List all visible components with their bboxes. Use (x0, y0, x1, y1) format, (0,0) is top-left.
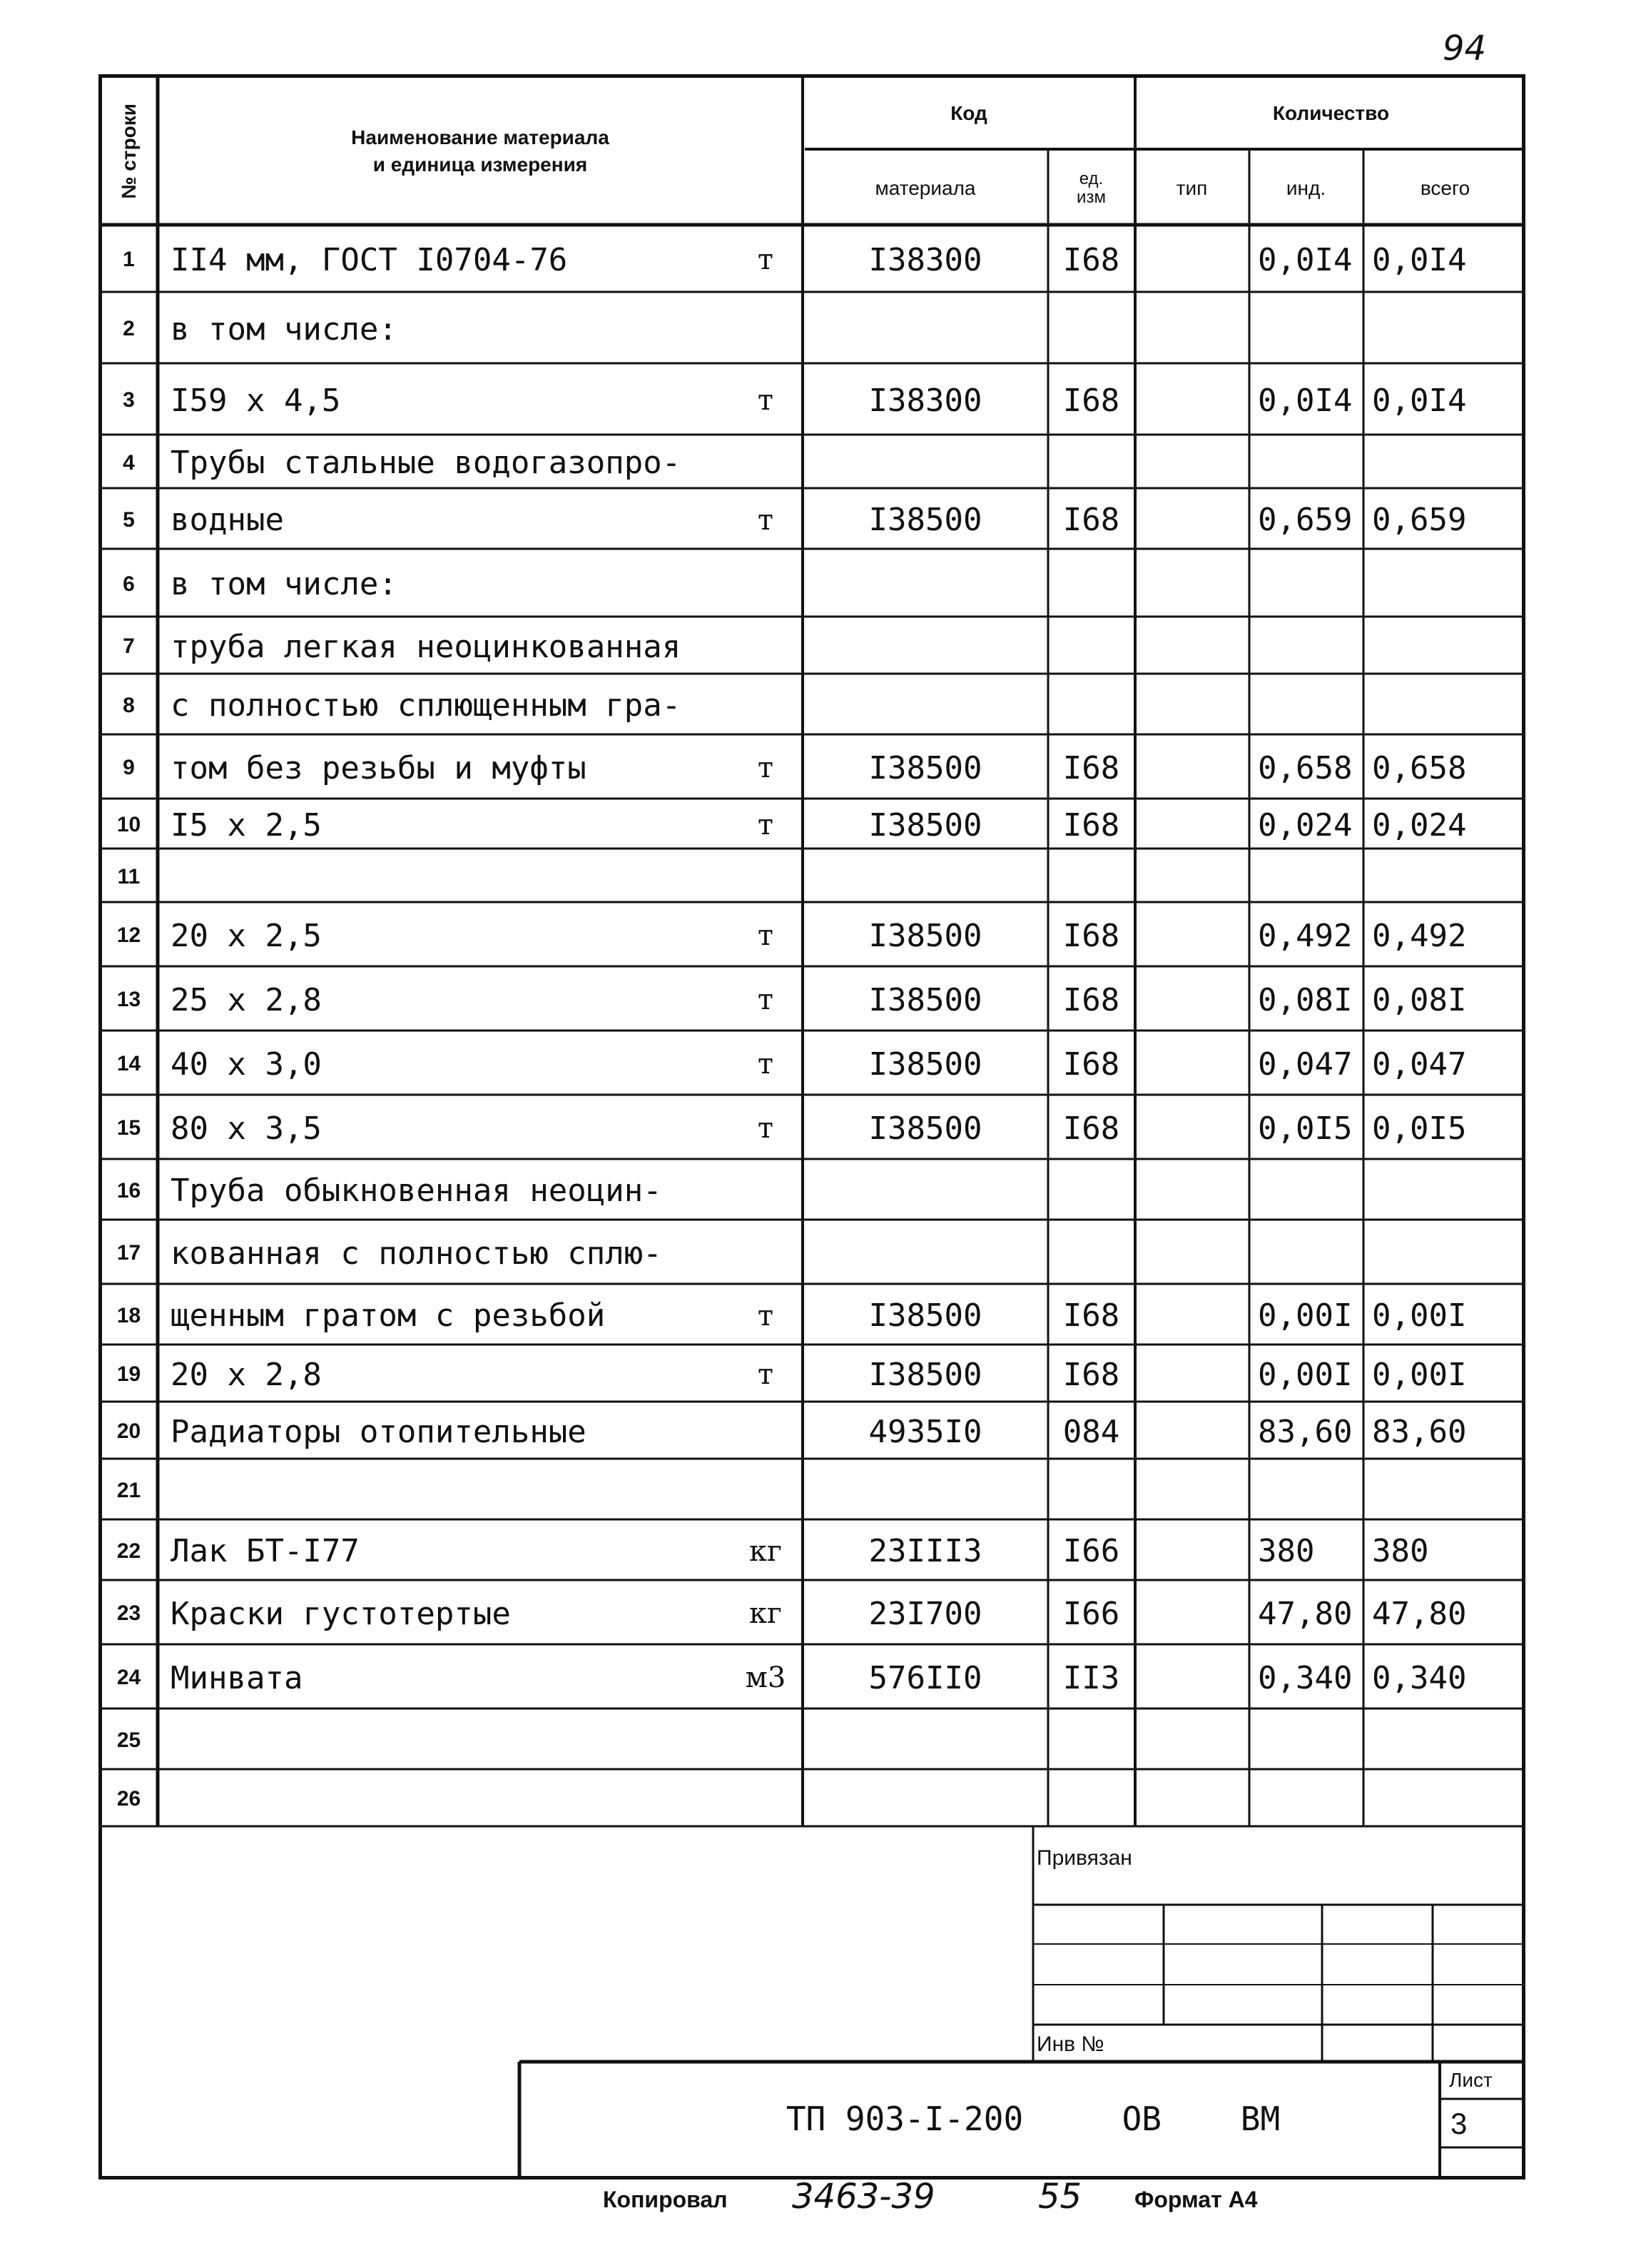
row-10-ind: 0,024 (1258, 806, 1353, 844)
row-21-eu (1050, 1462, 1133, 1519)
row-13-n: 13 (116, 988, 141, 1011)
row-18-eu: I68 (1062, 1297, 1120, 1334)
row-26-type (1137, 1772, 1247, 1826)
row-23-name: Краски густотертые (171, 1595, 511, 1632)
row-16-eu (1050, 1162, 1133, 1220)
row-17-type (1137, 1222, 1247, 1284)
row-10-total: 0,024 (1372, 806, 1467, 844)
row-16-name: Труба обыкновенная неоцин- (171, 1173, 662, 1209)
row-17-ind (1251, 1222, 1361, 1284)
stamp-privyazan: Привязан (1037, 1846, 1132, 1870)
row-9-eu: I68 (1062, 749, 1120, 786)
row-22-total: 380 (1372, 1533, 1429, 1569)
row-24-name: Минвата (171, 1659, 303, 1696)
header-qty-total: всего (1420, 177, 1470, 200)
row-12-name: 20 x 2,5 (171, 917, 322, 954)
row-21-code (805, 1462, 1046, 1519)
row-21-unit (730, 1462, 801, 1519)
row-7-unit (730, 619, 801, 674)
row-25-eu (1050, 1711, 1133, 1769)
row-9-ind: 0,658 (1258, 749, 1353, 786)
header-code: Код (950, 102, 987, 125)
row-25-total (1365, 1711, 1525, 1769)
row-13-eu: I68 (1062, 981, 1120, 1018)
row-24-n: 24 (116, 1666, 141, 1689)
row-8-eu (1050, 677, 1133, 734)
row-23-type (1137, 1583, 1247, 1644)
row-22-code: 23III3 (868, 1533, 982, 1569)
row-20-unit (730, 1404, 801, 1459)
row-2-type (1137, 295, 1247, 363)
row-10-n: 10 (116, 813, 141, 836)
row-13-total: 0,08I (1372, 981, 1467, 1018)
row-8-total (1365, 677, 1525, 734)
row-23-total: 47,80 (1372, 1595, 1467, 1632)
row-26-unit (730, 1772, 801, 1826)
row-6-ind (1251, 552, 1361, 617)
row-11-code (805, 851, 1046, 902)
stamp-designation: ТП 903-I-200 ОВ ВМ (786, 2100, 1281, 2138)
row-14-total: 0,047 (1372, 1046, 1467, 1083)
row-11-name (159, 851, 730, 902)
stamp-sheet-label: Лист (1449, 2069, 1493, 2091)
row-14-ind: 0,047 (1258, 1046, 1353, 1083)
row-1-total: 0,0I4 (1372, 241, 1467, 278)
row-8-unit (730, 677, 801, 734)
row-6-total (1365, 552, 1525, 617)
row-2-ind (1251, 295, 1361, 363)
row-6-code (805, 552, 1046, 617)
header-row-no (102, 78, 156, 225)
row-6-n: 6 (123, 572, 135, 596)
row-3-eu: I68 (1062, 382, 1120, 419)
header-qty-type: тип (1176, 177, 1208, 200)
row-24-ind: 0,340 (1258, 1659, 1353, 1696)
row-4-total (1365, 437, 1525, 488)
row-25-type (1137, 1711, 1247, 1769)
row-12-eu: I68 (1062, 917, 1120, 954)
row-22-ind: 380 (1258, 1533, 1315, 1569)
row-16-unit (730, 1162, 801, 1220)
row-11-total (1365, 851, 1525, 902)
row-12-code: I38500 (868, 917, 982, 954)
row-4-name: Трубы стальные водогазопро- (171, 445, 681, 481)
row-7-total (1365, 619, 1525, 674)
row-2-code (805, 295, 1046, 363)
row-11-n: 11 (117, 864, 141, 889)
row-11-unit (730, 851, 801, 902)
row-20-eu: 084 (1062, 1413, 1120, 1450)
row-9-name: том без резьбы и муфты (171, 749, 586, 786)
row-20-n: 20 (116, 1419, 141, 1443)
row-19-code: I38500 (868, 1356, 982, 1393)
row-4-type (1137, 437, 1247, 488)
footer-format: Формат А4 (1134, 2187, 1258, 2212)
row-19-type (1137, 1347, 1247, 1402)
header-quantity: Количество (1272, 102, 1390, 125)
row-8-type (1137, 677, 1247, 734)
row-15-code: I38500 (868, 1110, 982, 1147)
row-13-name: 25 x 2,8 (171, 981, 322, 1018)
row-21-type (1137, 1462, 1247, 1519)
row-18-type (1137, 1287, 1247, 1345)
row-21-name (159, 1462, 730, 1519)
row-10-type (1137, 801, 1247, 849)
row-22-type (1137, 1522, 1247, 1580)
row-3-name: I59 x 4,5 (171, 382, 341, 419)
row-10-unit: т (757, 809, 774, 841)
row-12-type (1137, 905, 1247, 966)
row-19-ind: 0,00I (1258, 1356, 1353, 1393)
row-17-name: кованная с полностью сплю- (171, 1235, 662, 1272)
row-12-total: 0,492 (1372, 917, 1467, 954)
row-3-type (1137, 366, 1247, 435)
row-8-ind (1251, 677, 1361, 734)
row-17-code (805, 1222, 1046, 1284)
row-11-type (1137, 851, 1247, 902)
row-10-name: I5 x 2,5 (171, 806, 322, 844)
row-7-code (805, 619, 1046, 674)
row-14-unit: т (757, 1048, 774, 1080)
row-16-type (1137, 1162, 1247, 1220)
row-26-total (1365, 1772, 1525, 1826)
row-24-total: 0,340 (1372, 1659, 1467, 1696)
row-5-ind: 0,659 (1258, 502, 1353, 538)
row-5-unit: т (757, 503, 774, 537)
header-qty-ind: инд. (1286, 177, 1326, 200)
row-20-type (1137, 1404, 1247, 1459)
row-18-code: I38500 (868, 1297, 982, 1334)
row-4-unit (730, 437, 801, 488)
row-17-n: 17 (116, 1241, 141, 1265)
row-13-type (1137, 969, 1247, 1031)
row-10-eu: I68 (1062, 806, 1120, 844)
row-13-unit: т (757, 983, 774, 1016)
row-2-eu (1050, 295, 1133, 363)
row-15-name: 80 x 3,5 (171, 1110, 322, 1147)
row-8-n: 8 (123, 693, 135, 717)
row-20-total: 83,60 (1372, 1413, 1467, 1450)
row-22-n: 22 (116, 1539, 141, 1563)
row-7-type (1137, 619, 1247, 674)
row-17-unit (730, 1222, 801, 1284)
row-5-name: водные (171, 502, 284, 538)
row-4-eu (1050, 437, 1133, 488)
row-26-n: 26 (116, 1787, 141, 1811)
row-1-eu: I68 (1062, 241, 1120, 278)
row-10-code: I38500 (868, 806, 982, 844)
row-1-name: II4 мм, ГОСТ I0704-76 (171, 241, 568, 278)
row-14-n: 14 (116, 1052, 141, 1075)
row-4-n: 4 (123, 450, 135, 475)
row-17-total (1365, 1222, 1525, 1284)
row-22-name: Лак БТ-I77 (171, 1533, 360, 1569)
row-9-unit: т (757, 751, 774, 784)
row-4-ind (1251, 437, 1361, 488)
row-15-n: 15 (116, 1116, 141, 1140)
row-6-type (1137, 552, 1247, 617)
row-13-code: I38500 (868, 981, 982, 1018)
row-1-code: I38300 (868, 241, 982, 278)
page-mark: 94 (1443, 29, 1487, 69)
row-9-n: 9 (123, 756, 135, 779)
row-15-ind: 0,0I5 (1258, 1110, 1353, 1147)
stamp-sheet-no: 3 (1450, 2107, 1468, 2140)
spec-sheet (98, 74, 1525, 2180)
row-18-total: 0,00I (1372, 1297, 1467, 1334)
row-1-n: 1 (123, 248, 135, 271)
row-20-code: 4935I0 (868, 1413, 982, 1450)
row-15-total: 0,0I5 (1372, 1110, 1467, 1147)
row-19-unit: т (757, 1358, 774, 1391)
row-22-eu: I66 (1062, 1533, 1120, 1569)
row-16-ind (1251, 1162, 1361, 1220)
footer-copy-no: 3463-39 (792, 2177, 935, 2217)
row-21-n: 21 (116, 1478, 141, 1502)
row-7-name: труба легкая неоцинкованная (171, 628, 681, 665)
row-2-total (1365, 295, 1525, 363)
row-25-unit (730, 1711, 801, 1769)
row-7-n: 7 (123, 634, 135, 658)
header-code-unit: ед. изм (1077, 168, 1106, 207)
row-23-eu: I66 (1062, 1595, 1120, 1632)
row-19-eu: I68 (1062, 1356, 1120, 1393)
row-23-code: 23I700 (868, 1595, 982, 1632)
row-3-ind: 0,0I4 (1258, 382, 1353, 419)
row-9-code: I38500 (868, 749, 982, 786)
row-25-name (159, 1711, 730, 1769)
row-21-ind (1251, 1462, 1361, 1519)
row-7-eu (1050, 619, 1133, 674)
row-5-total: 0,659 (1372, 502, 1467, 538)
row-23-unit: кг (749, 1597, 782, 1630)
footer-page: 55 (1038, 2177, 1082, 2217)
row-16-code (805, 1162, 1046, 1220)
row-9-type (1137, 737, 1247, 799)
row-21-total (1365, 1462, 1525, 1519)
row-25-ind (1251, 1711, 1361, 1769)
row-24-eu: II3 (1062, 1659, 1120, 1696)
row-2-n: 2 (123, 317, 135, 340)
row-26-code (805, 1772, 1046, 1826)
row-18-unit: т (757, 1299, 774, 1332)
footer-copied: Копировал (603, 2187, 728, 2212)
row-3-unit: т (757, 384, 774, 417)
row-2-unit (730, 295, 801, 363)
row-5-n: 5 (123, 507, 135, 532)
header-row-no-label: № строки (117, 103, 140, 199)
row-8-name: с полностью сплющенным гра- (171, 687, 681, 724)
row-3-code: I38300 (868, 382, 982, 419)
row-16-n: 16 (116, 1178, 141, 1203)
row-22-unit: кг (749, 1534, 782, 1568)
row-26-eu (1050, 1772, 1133, 1826)
row-23-n: 23 (116, 1601, 141, 1625)
row-20-name: Радиаторы отопительные (171, 1413, 586, 1450)
row-15-type (1137, 1098, 1247, 1159)
stamp-inv-no: Инв № (1037, 2032, 1104, 2056)
row-15-eu: I68 (1062, 1110, 1120, 1147)
row-6-name: в том числе: (171, 566, 397, 602)
row-14-code: I38500 (868, 1046, 982, 1083)
row-6-eu (1050, 552, 1133, 617)
row-5-eu: I68 (1062, 502, 1120, 538)
row-1-type (1137, 228, 1247, 292)
row-9-total: 0,658 (1372, 749, 1467, 786)
header-code-material: материала (875, 177, 976, 200)
row-20-ind: 83,60 (1258, 1413, 1353, 1450)
row-14-eu: I68 (1062, 1046, 1120, 1083)
row-26-ind (1251, 1772, 1361, 1826)
row-6-unit (730, 552, 801, 617)
row-15-unit: т (757, 1112, 774, 1145)
row-25-code (805, 1711, 1046, 1769)
row-8-code (805, 677, 1046, 734)
row-11-ind (1251, 851, 1361, 902)
row-19-name: 20 x 2,8 (171, 1356, 322, 1393)
row-13-ind: 0,08I (1258, 981, 1353, 1018)
row-3-total: 0,0I4 (1372, 382, 1467, 419)
row-25-n: 25 (116, 1728, 141, 1752)
row-5-type (1137, 491, 1247, 549)
row-12-n: 12 (116, 923, 141, 947)
row-18-ind: 0,00I (1258, 1297, 1353, 1334)
row-18-name: щенным гратом с резьбой (171, 1297, 606, 1334)
row-26-name (159, 1772, 730, 1826)
row-19-total: 0,00I (1372, 1356, 1467, 1393)
row-18-n: 18 (116, 1303, 141, 1327)
row-12-ind: 0,492 (1258, 917, 1353, 954)
row-7-ind (1251, 619, 1361, 674)
row-11-eu (1050, 851, 1133, 902)
header-name: Наименование материала и единица измерения (351, 126, 609, 176)
row-16-total (1365, 1162, 1525, 1220)
row-24-code: 576II0 (868, 1659, 982, 1696)
row-17-eu (1050, 1222, 1133, 1284)
row-4-code (805, 437, 1046, 488)
row-23-ind: 47,80 (1258, 1595, 1353, 1632)
row-2-name: в том числе: (171, 310, 397, 348)
row-1-ind: 0,0I4 (1258, 241, 1353, 278)
row-3-n: 3 (123, 388, 135, 412)
row-5-code: I38500 (868, 502, 982, 538)
row-1-unit: т (757, 243, 774, 276)
row-14-name: 40 x 3,0 (171, 1046, 322, 1083)
row-19-n: 19 (116, 1362, 141, 1386)
row-24-type (1137, 1647, 1247, 1708)
row-12-unit: т (757, 919, 774, 952)
row-24-unit: м3 (745, 1661, 786, 1694)
row-14-type (1137, 1033, 1247, 1095)
